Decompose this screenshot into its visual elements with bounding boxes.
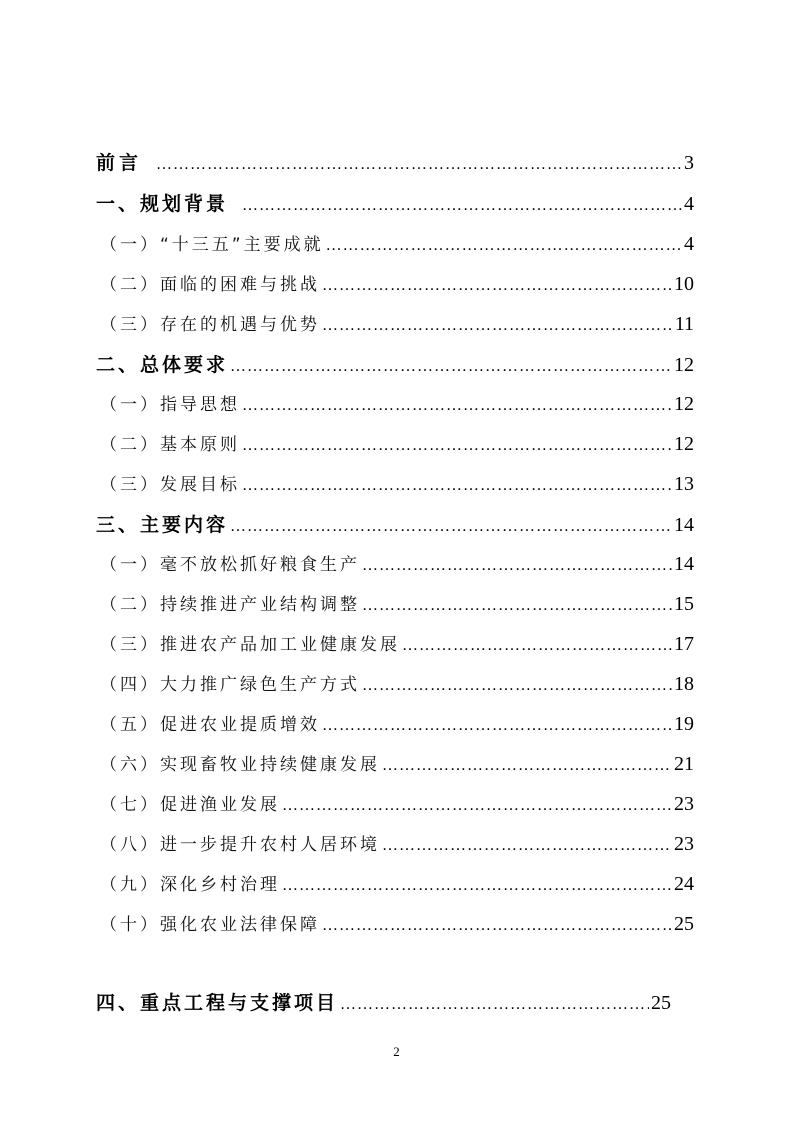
toc-entry-title: （五）促进农业提质增效	[100, 715, 320, 735]
toc-entry-title: （六）实现畜牧业持续健康发展	[100, 755, 380, 775]
toc-entry-title: 一、规划背景	[96, 193, 229, 215]
toc-entry-page: 24	[674, 873, 694, 895]
toc-entry-title: （二）基本原则	[100, 435, 240, 455]
toc-entry-1-3[interactable]	[100, 310, 694, 336]
toc-entry-2-1[interactable]	[100, 390, 694, 416]
toc-entry-3-9[interactable]	[100, 870, 694, 896]
toc-entry-page: 17	[674, 633, 694, 655]
toc-entry-3-4[interactable]	[100, 670, 694, 696]
toc-entry-title: （八）进一步提升农村人居环境	[100, 835, 380, 855]
toc-entry-1-2[interactable]	[100, 270, 694, 296]
toc-entry-title: （一）毫不放松抓好粮食生产	[100, 555, 360, 575]
toc-entry-page: 13	[674, 473, 694, 495]
toc-entry-title: （三）推进农产品加工业健康发展	[100, 635, 400, 655]
toc-leader-dots	[230, 518, 672, 536]
toc-entry-3-2[interactable]	[100, 590, 694, 616]
toc-leader-dots	[322, 717, 672, 735]
toc-entry-title: （三）发展目标	[100, 475, 240, 495]
toc-entry-page: 25	[651, 992, 671, 1014]
toc-entry-page: 14	[674, 514, 694, 536]
page-number: 2	[393, 1044, 400, 1059]
toc-leader-dots	[242, 477, 672, 495]
toc-entry-3-10[interactable]	[100, 910, 694, 936]
toc-entry-page: 12	[674, 393, 694, 415]
toc-leader-dots	[230, 358, 672, 376]
toc-leader-dots	[242, 197, 682, 215]
toc-entry-page: 11	[674, 313, 694, 335]
toc-entry-page: 12	[674, 354, 694, 376]
toc-entry-page: 18	[674, 673, 694, 695]
toc-entry-title: （三）存在的机遇与优势	[100, 315, 320, 335]
toc-entry-title: （十）强化农业法律保障	[100, 915, 320, 935]
toc-leader-dots	[156, 156, 682, 174]
toc-entry-3-3[interactable]	[100, 630, 694, 656]
toc-entry-1-1[interactable]	[100, 230, 694, 256]
toc-entry-title: （九）深化乡村治理	[100, 875, 280, 895]
toc-leader-dots	[402, 637, 672, 655]
toc-leader-dots	[382, 757, 672, 775]
toc-leader-dots	[362, 677, 672, 695]
toc-entry-page: 10	[674, 273, 694, 295]
toc-entry-title: 四、重点工程与支撑项目	[96, 992, 339, 1014]
toc-leader-dots	[340, 996, 649, 1014]
toc-entry-title: （一）指导思想	[100, 395, 240, 415]
toc-entry-3-7[interactable]	[100, 790, 694, 816]
toc-entry-page: 12	[674, 433, 694, 455]
toc-entry-page: 3	[684, 152, 694, 174]
toc-entry-section-3[interactable]	[96, 510, 694, 537]
toc-leader-dots	[322, 277, 672, 295]
toc-entry-3-8[interactable]	[100, 830, 694, 856]
toc-entry-page: 14	[674, 553, 694, 575]
toc-entry-title: （七）促进渔业发展	[100, 795, 280, 815]
toc-entry-title: 三、主要内容	[96, 514, 229, 536]
toc-entry-title: （二）持续推进产业结构调整	[100, 595, 360, 615]
toc-entry-title: （一）“十三五”主要成就	[100, 235, 324, 255]
toc-entry-3-1[interactable]	[100, 550, 694, 576]
toc-entry-title: （二）面临的困难与挑战	[100, 275, 320, 295]
toc-entry-2-2[interactable]	[100, 430, 694, 456]
toc-entry-3-5[interactable]	[100, 710, 694, 736]
toc-entry-page: 25	[674, 913, 694, 935]
toc-entry-page: 15	[674, 593, 694, 615]
toc-leader-dots	[282, 877, 672, 895]
toc-entry-3-6[interactable]	[100, 750, 694, 776]
toc-entry-preface[interactable]	[96, 148, 694, 175]
toc-entry-page: 21	[674, 753, 694, 775]
toc-leader-dots	[382, 837, 672, 855]
toc-leader-dots	[362, 557, 672, 575]
toc-entry-page: 23	[674, 793, 694, 815]
toc-entry-section-4[interactable]	[96, 988, 671, 1015]
toc-entry-title: （四）大力推广绿色生产方式	[100, 675, 360, 695]
toc-entry-2-3[interactable]	[100, 470, 694, 496]
toc-entry-section-2[interactable]	[96, 350, 694, 377]
toc-leader-dots	[242, 437, 672, 455]
toc-leader-dots	[242, 397, 672, 415]
toc-leader-dots	[322, 917, 672, 935]
toc-leader-dots	[282, 797, 672, 815]
toc-entry-page: 4	[684, 233, 694, 255]
toc-leader-dots	[322, 317, 673, 335]
toc-entry-title: 前言	[96, 152, 143, 174]
toc-entry-page: 19	[674, 713, 694, 735]
toc-leader-dots	[326, 237, 682, 255]
toc-entry-title: 二、总体要求	[96, 354, 229, 376]
toc-entry-section-1[interactable]	[96, 189, 694, 216]
toc-entry-page: 23	[674, 833, 694, 855]
toc-entry-page: 4	[684, 193, 694, 215]
toc-leader-dots	[362, 597, 672, 615]
